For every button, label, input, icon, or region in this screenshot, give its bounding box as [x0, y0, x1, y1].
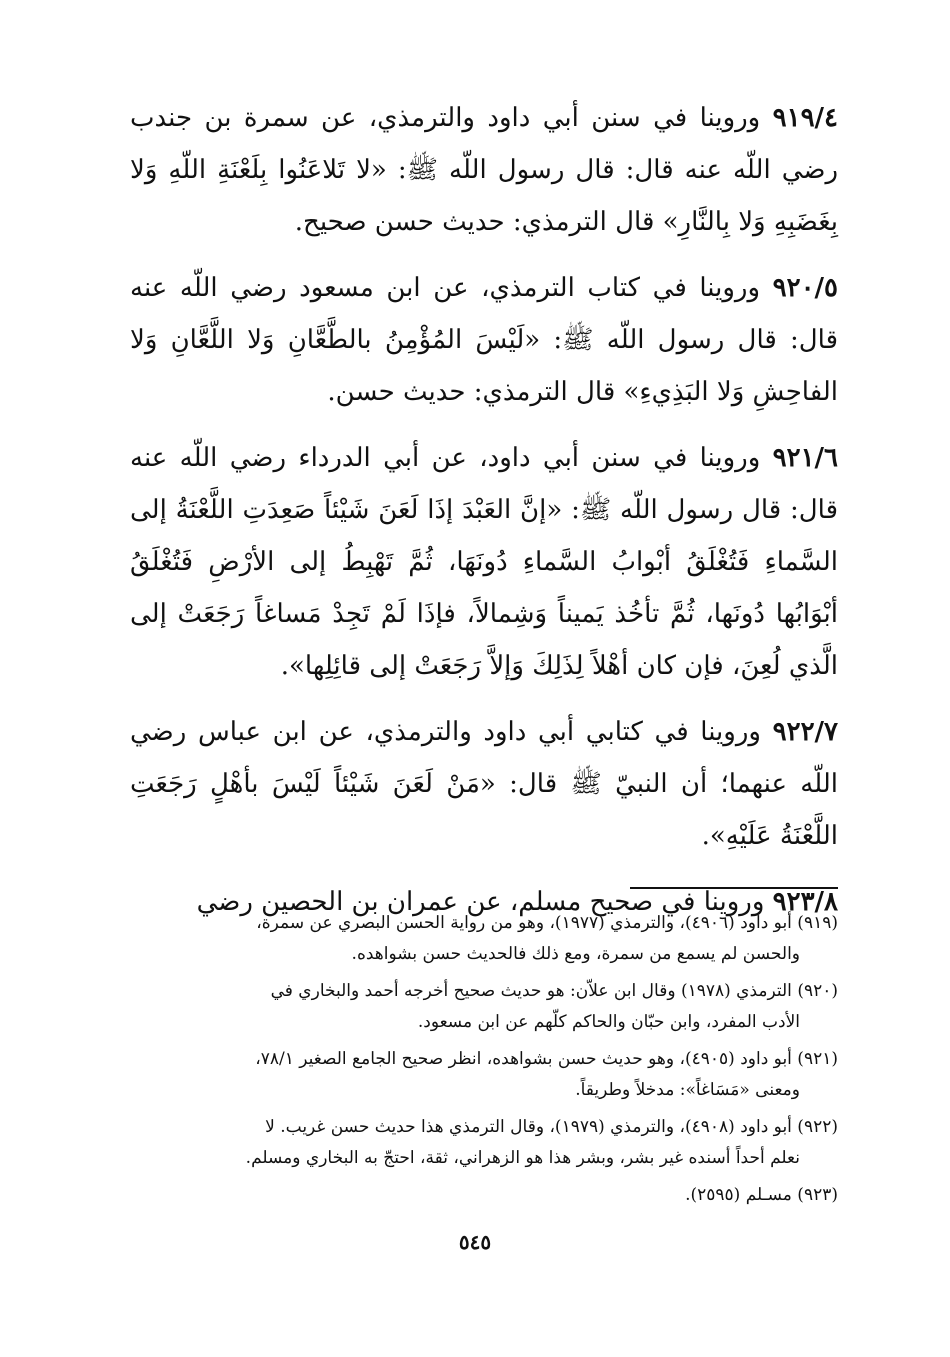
footnote-divider — [630, 887, 838, 889]
footnote-922 — [130, 1112, 838, 1174]
hadith-paragraph-920 — [130, 262, 838, 418]
hadith-number: ٩٢٠/٥ — [772, 273, 838, 303]
page-body — [130, 92, 838, 1342]
hadith-number: ٩٢١/٦ — [772, 443, 839, 473]
page-number: ٥٤٥ — [458, 1230, 492, 1254]
hadith-text: وروينا في كتابي أبي داود والترمذي، عن ابن عباس رضي اللّه عنهما؛ أن النبيّ ﷺ قال: «مَنْ لَعَنَ شَيْئاً لَيْسَ بأهْلٍ رَجَعَتِ اللَّعْنَةُ عَلَيْهِ». — [130, 717, 838, 851]
footnote-line: الأدب المفرد، وابن حبّان والحاكم كلّهم عن ابن مسعود. — [417, 1012, 800, 1032]
hadith-number: ٩٢٢/٧ — [772, 717, 838, 747]
hadith-text: وروينا في صحيح مسلم، عن عمران بن الحصين رضي — [196, 887, 765, 917]
footnote-line: (٩٢٢) أبو داود (٤٩٠٨)، والترمذي (١٩٧٩)، وقال الترمذي هذا حديث حسن غريب. لا — [265, 1117, 838, 1137]
hadith-text: وروينا في سنن أبي داود، عن أبي الدرداء رضي اللّه عنه قال: قال رسول اللّه ﷺ: «إنَّ العَبْدَ إذَا لَعَنَ شَيْئاً صَعِدَتِ اللَّعْنَةُ إلى السَّماءِ فَتُغْلَقُ أبْوابُ السَّماءِ دُونَهَا، ثُمَّ تَهْبِطُ إلى الأرْضِ فَتُغْلَقُ أبْوَابُها دُونَها، ثُمَّ تأخُذ يَميناً وَشِمالاً، فإذَا لَمْ تَجِدْ مَساغاً رَجَعَتْ إلى الَّذي لُعِنَ، فإن كان أهْلاً لِذَلِكَ وَإلاَّ رَجَعَتْ إلى قائِلِها». — [130, 443, 838, 681]
hadith-text: وروينا في كتاب الترمذي، عن ابن مسعود رضي اللّه عنه قال: قال رسول اللّه ﷺ: «لَيْسَ المُؤْمِنُ بالطَّعَّانِ وَلا اللَّعَّانِ وَلا الفاحِشِ وَلا البَذِيءِ» قال الترمذي: حديث حسن. — [130, 273, 838, 407]
footnote-920 — [130, 976, 838, 1038]
hadith-text: وروينا في سنن أبي داود والترمذي، عن سمرة بن جندب رضي اللّه عنه قال: قال رسول اللّه ﷺ: «لا تَلاعَنُوا بِلَعْنَةِ اللّهِ وَلا بِغَضَبِهِ وَلا بِالنَّارِ» قال الترمذي: حديث حسن صحيح. — [130, 103, 838, 237]
footnote-line: ومعنى «مَسَاغاً»: مدخلاً وطريقاً. — [575, 1080, 800, 1100]
hadith-paragraph-921 — [130, 432, 838, 692]
hadith-paragraph-922 — [130, 706, 838, 862]
footnote-line: (٩٢١) أبو داود (٤٩٠٥)، وهو حديث حسن بشواهده، انظر صحيح الجامع الصغير ٧٨/١، — [255, 1049, 838, 1069]
footnote-line: (٩١٩) أبو داود (٤٩٠٦)، والترمذي (١٩٧٧)، وهو من رواية الحسن البصري عن سمرة، — [256, 913, 838, 933]
footnote-919 — [130, 908, 838, 970]
footnotes — [130, 908, 838, 1217]
footnote-line: والحسن لم يسمع من سمرة، ومع ذلك فالحديث حسن بشواهده. — [351, 944, 800, 964]
hadith-number: ٩٢٣/٨ — [772, 887, 838, 917]
hadith-number: ٩١٩/٤ — [772, 103, 838, 133]
footnote-921 — [130, 1044, 838, 1106]
hadith-paragraph-919 — [130, 92, 838, 248]
footnote-923 — [130, 1180, 838, 1211]
footnote-line: نعلم أحداً أسنده غير بشر، وبشر هذا هو الزهراني، ثقة، احتجّ به البخاري ومسلم. — [245, 1148, 800, 1168]
footnote-line: (٩٢٣) مسـلم (٢٥٩٥). — [685, 1185, 838, 1205]
footnote-line: (٩٢٠) الترمذي (١٩٧٨) وقال ابن علاّن: هو حديث صحيح أخرجه أحمد والبخاري في — [270, 981, 838, 1001]
